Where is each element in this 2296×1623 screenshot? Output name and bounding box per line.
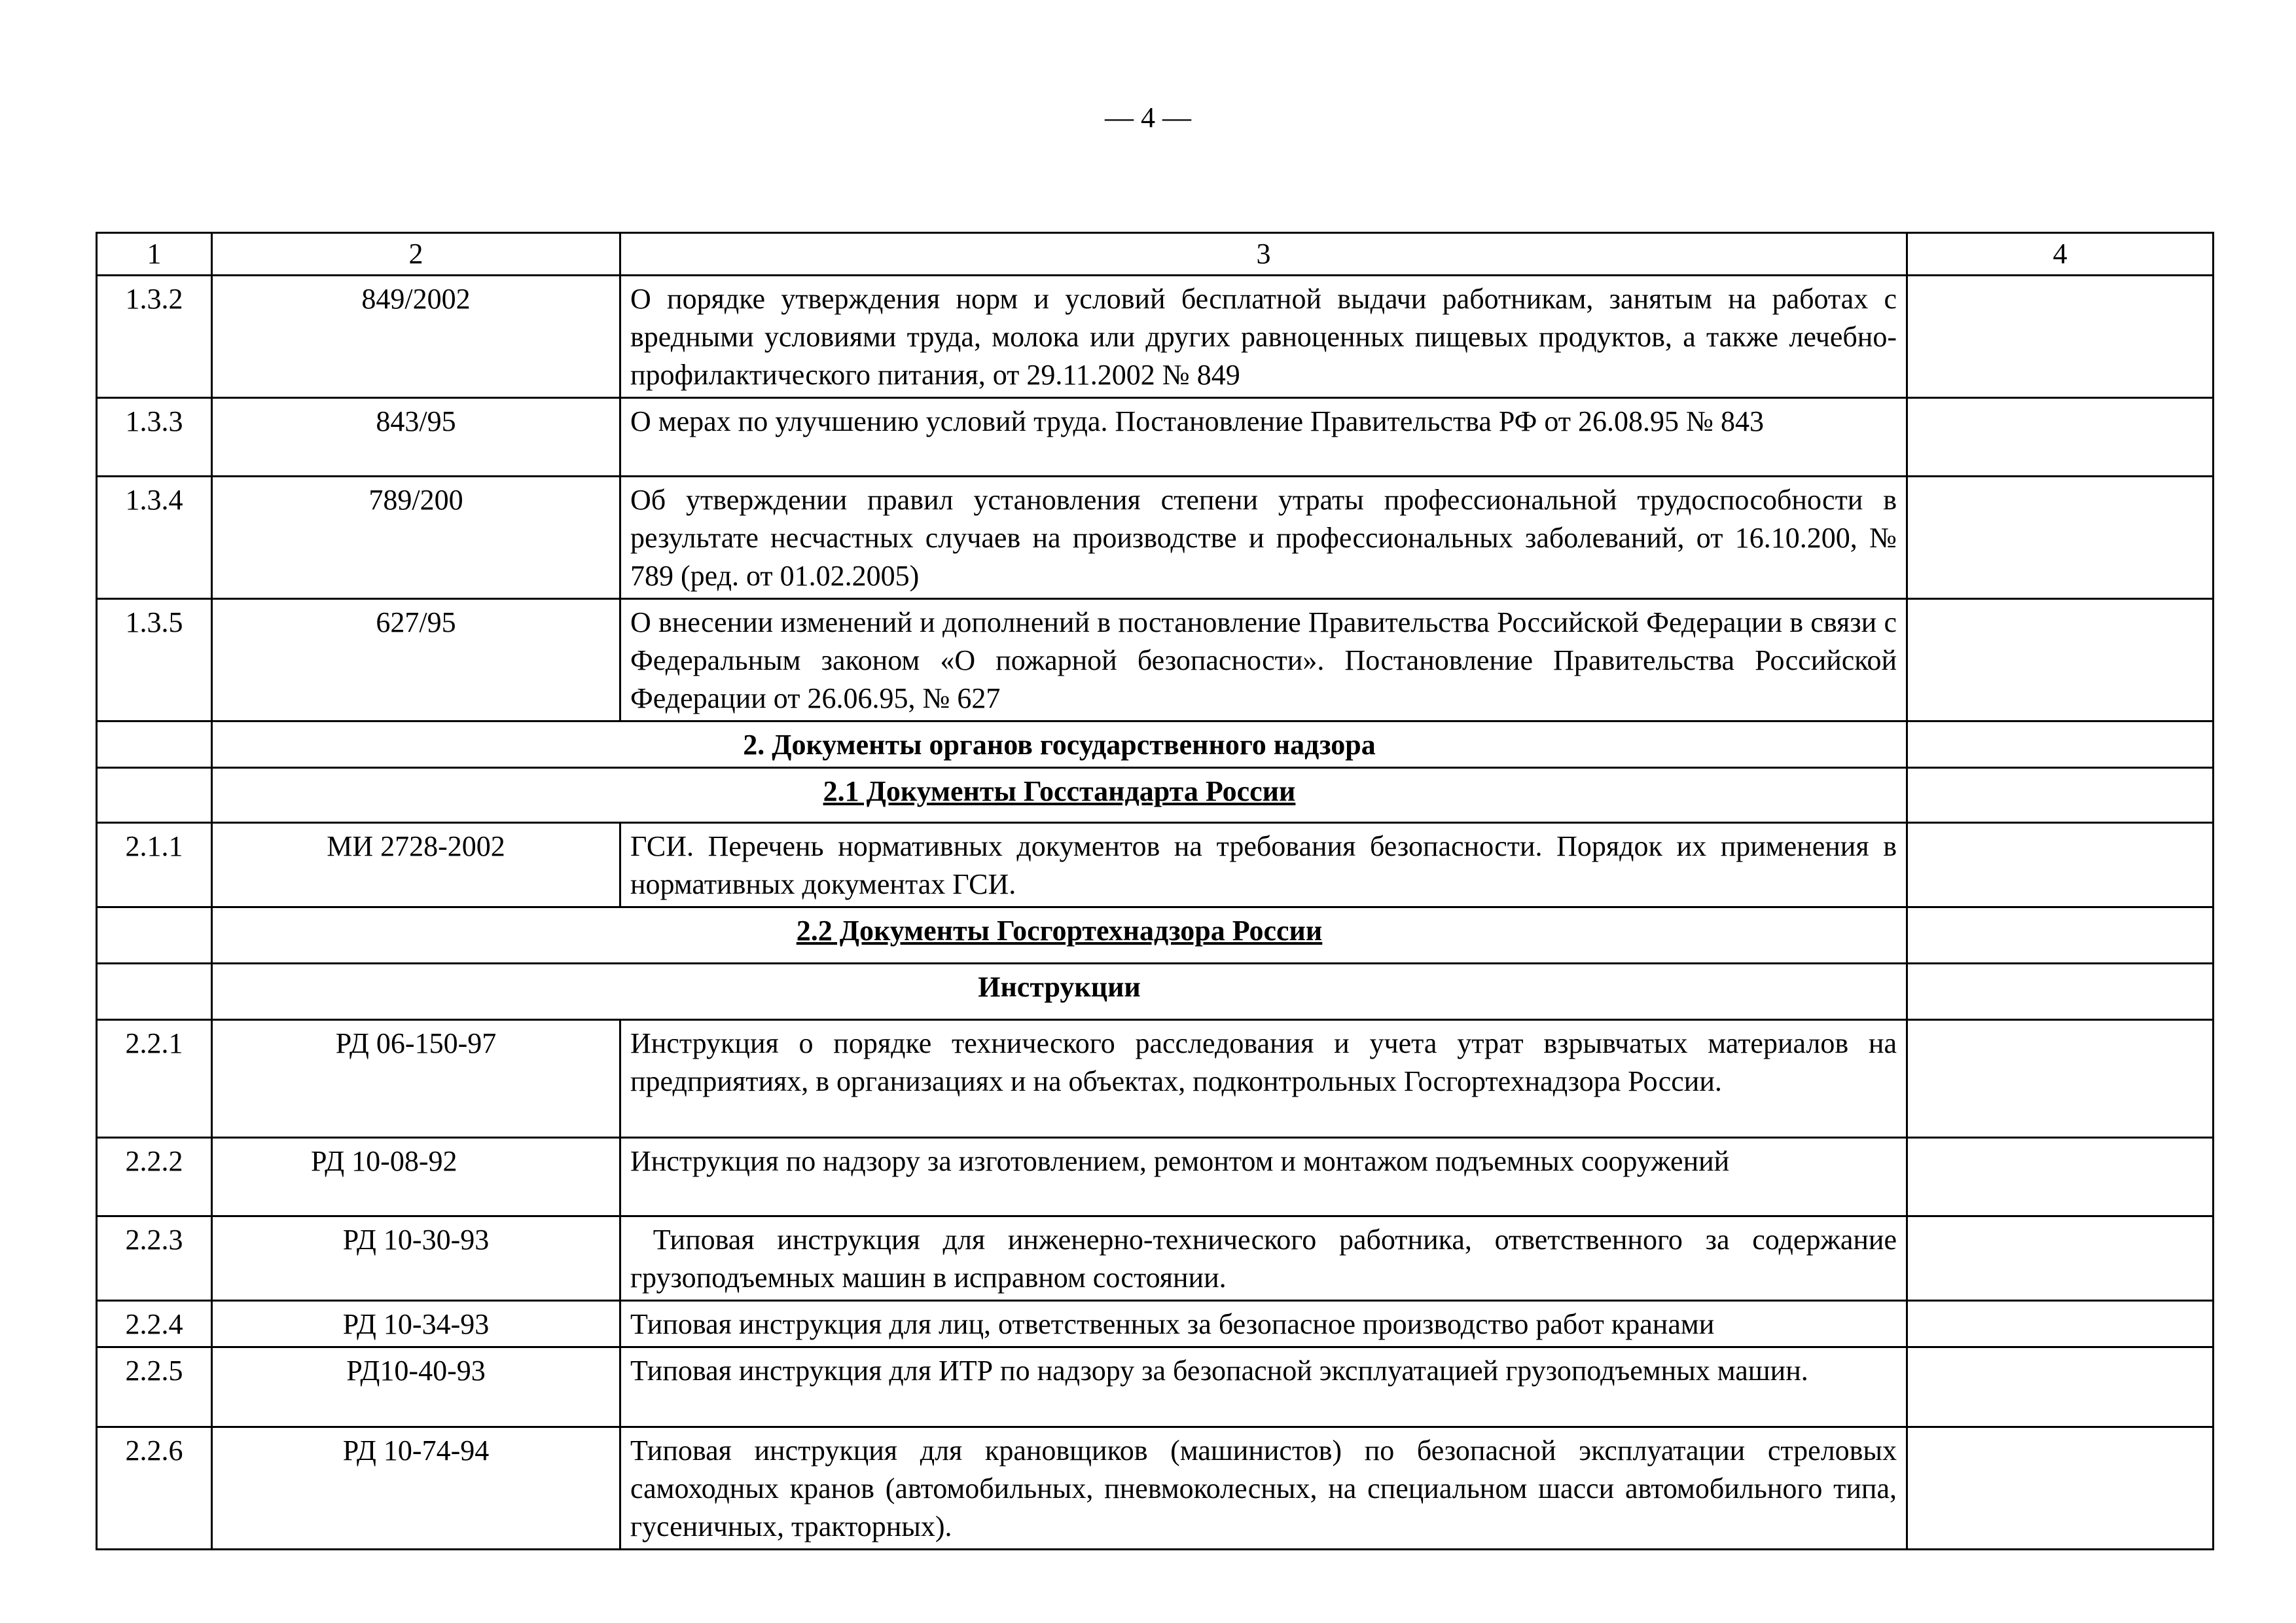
notes-cell (1907, 477, 2214, 599)
document-code: 849/2002 (212, 276, 620, 398)
row-number: 2.2.4 (97, 1301, 212, 1347)
table-row (97, 599, 2214, 721)
column-header-1: 1 (97, 233, 212, 276)
subsection-heading-row (97, 768, 2214, 823)
document-code: 789/200 (212, 477, 620, 599)
table-row (97, 1138, 2214, 1216)
subsection-heading: 2.1 Документы Госстандарта России (212, 768, 1907, 823)
group-heading: Инструкции (212, 964, 1907, 1020)
table-row (97, 823, 2214, 907)
document-title: Инструкция о порядке технического расследования и учета утрат взрывчатых материалов на предприятиях, в организациях и на объектах, подконтрольных Госгортехнадзора России. (620, 1020, 1907, 1138)
section-heading: 2. Документы органов государственного надзора (212, 721, 1907, 768)
notes-cell (1907, 823, 2214, 907)
row-number: 2.2.2 (97, 1138, 212, 1216)
column-header-3: 3 (620, 233, 1907, 276)
subsection-heading: 2.2 Документы Госгортехнадзора России (212, 907, 1907, 964)
row-number: 1.3.3 (97, 398, 212, 477)
notes-cell (1907, 276, 2214, 398)
document-code: МИ 2728-2002 (212, 823, 620, 907)
table-row (97, 276, 2214, 398)
notes-cell (1907, 768, 2214, 823)
document-title: О порядке утверждения норм и условий бесплатной выдачи работникам, занятым на работах с вредными условиями труда, молока или других равноценных пищевых продуктов, а также лечебно-профилактического питания, от 29.11.2002 № 849 (620, 276, 1907, 398)
row-number: 2.2.1 (97, 1020, 212, 1138)
notes-cell (1907, 398, 2214, 477)
notes-cell (1907, 721, 2214, 768)
row-number: 2.2.5 (97, 1347, 212, 1427)
document-code: РД10-40-93 (212, 1347, 620, 1427)
empty-cell (97, 907, 212, 964)
table-row (97, 398, 2214, 477)
empty-cell (97, 721, 212, 768)
column-header-2: 2 (212, 233, 620, 276)
document-title: Типовая инструкция для крановщиков (машинистов) по безопасной эксплуатации стреловых самоходных кранов (автомобильных, пневмоколесных, на специальном шасси автомобильного типа, гусеничных, тракторных). (620, 1427, 1907, 1550)
table-row (97, 1301, 2214, 1347)
document-title: Об утверждении правил установления степени утраты профессиональной трудоспособности в результате несчастных случаев на производстве и профессиональных заболеваний, от 16.10.200, № 789 (ред. от 01.02.2005) (620, 477, 1907, 599)
document-title: Типовая инструкция для лиц, ответственных за безопасное производство работ кранами (620, 1301, 1907, 1347)
document-code: РД 10-34-93 (212, 1301, 620, 1347)
document-title: О внесении изменений и дополнений в постановление Правительства Российской Федерации в связи с Федеральным законом «О пожарной безопасности». Постановление Правительства Российской Федерации от 26.06.95, № 627 (620, 599, 1907, 721)
row-number: 1.3.5 (97, 599, 212, 721)
empty-cell (97, 768, 212, 823)
group-heading-row (97, 964, 2214, 1020)
document-code: РД 10-08-92 (212, 1138, 620, 1216)
row-number: 2.2.3 (97, 1216, 212, 1301)
notes-cell (1907, 1138, 2214, 1216)
column-header-4: 4 (1907, 233, 2214, 276)
page-number: — 4 — (1105, 101, 1191, 134)
row-number: 2.1.1 (97, 823, 212, 907)
notes-cell (1907, 1020, 2214, 1138)
notes-cell (1907, 1347, 2214, 1427)
document-title: Типовая инструкция для ИТР по надзору за безопасной эксплуатацией грузоподъемных машин. (620, 1347, 1907, 1427)
notes-cell (1907, 1427, 2214, 1550)
subsection-heading-row (97, 907, 2214, 964)
document-title: ГСИ. Перечень нормативных документов на требования безопасности. Порядок их применения в нормативных документах ГСИ. (620, 823, 1907, 907)
empty-cell (97, 964, 212, 1020)
document-code: 843/95 (212, 398, 620, 477)
document-title: О мерах по улучшению условий труда. Постановление Правительства РФ от 26.08.95 № 843 (620, 398, 1907, 477)
document-code: РД 10-74-94 (212, 1427, 620, 1550)
table-row (97, 1020, 2214, 1138)
table-header-row (97, 233, 2214, 276)
table-row (97, 1347, 2214, 1427)
notes-cell (1907, 599, 2214, 721)
document-code: РД 10-30-93 (212, 1216, 620, 1301)
row-number: 2.2.6 (97, 1427, 212, 1550)
document-code: РД 06-150-97 (212, 1020, 620, 1138)
table-row (97, 477, 2214, 599)
row-number: 1.3.2 (97, 276, 212, 398)
document-code: 627/95 (212, 599, 620, 721)
notes-cell (1907, 907, 2214, 964)
document-title: Инструкция по надзору за изготовлением, ремонтом и монтажом подъемных сооружений (620, 1138, 1907, 1216)
section-heading-row (97, 721, 2214, 768)
notes-cell (1907, 1301, 2214, 1347)
notes-cell (1907, 1216, 2214, 1301)
table-row (97, 1427, 2214, 1550)
row-number: 1.3.4 (97, 477, 212, 599)
table-row (97, 1216, 2214, 1301)
notes-cell (1907, 964, 2214, 1020)
document-table (96, 232, 2214, 1550)
document-title: Типовая инструкция для инженерно-технического работника, ответственного за содержание грузоподъемных машин в исправном состоянии. (620, 1216, 1907, 1301)
